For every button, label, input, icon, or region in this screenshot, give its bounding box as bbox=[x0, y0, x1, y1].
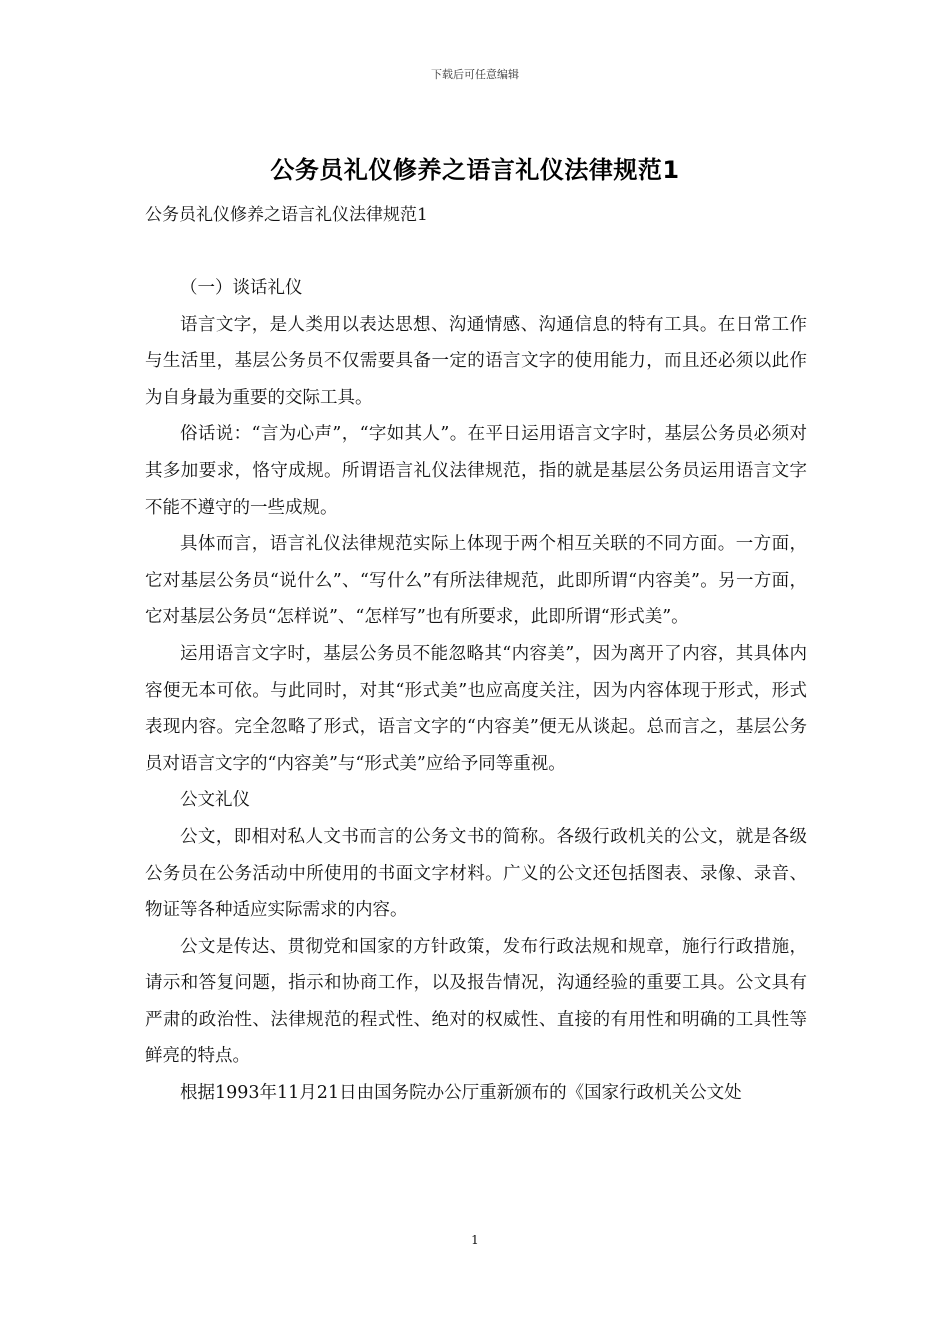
header-note: 下载后可任意编辑 bbox=[431, 68, 519, 81]
page-number: 1 bbox=[471, 1233, 479, 1247]
section-heading-document-etiquette: 公文礼仪 bbox=[180, 790, 250, 811]
paragraph: 公文，即相对私人文书而言的公务文书的简称。各级行政机关的公文，就是各级公务员在公务活动中所使用的书面文字材料。广义的公文还包括图表、录像、录音、物证等各种适应实际需求的内容。 bbox=[145, 826, 807, 921]
paragraph: 根据1993年11月21日由国务院办公厅重新颁布的《国家行政机关公文处 bbox=[180, 1083, 742, 1104]
document-subtitle: 公务员礼仪修养之语言礼仪法律规范1 bbox=[145, 205, 428, 225]
document-body bbox=[145, 270, 807, 1112]
paragraph: 具体而言，语言礼仪法律规范实际上体现于两个相互关联的不同方面。一方面，它对基层公务员“说什么”、“写什么”有所法律规范，此即所谓“内容美”。另一方面，它对基层公务员“怎样说”、“怎样写”也有所要求，此即所谓“形式美”。 bbox=[145, 534, 807, 628]
document-title: 公务员礼仪修养之语言礼仪法律规范1 bbox=[270, 156, 680, 184]
paragraph: 公文是传达、贯彻党和国家的方针政策，发布行政法规和规章，施行行政措施，请示和答复问题，指示和协商工作，以及报告情况，沟通经验的重要工具。公文具有严肃的政治性、法律规范的程式性、绝对的权威性、直接的有用性和明确的工具性等鲜亮的特点。 bbox=[145, 936, 807, 1067]
paragraph: 俗话说：“言为心声”，“字如其人”。在平日运用语言文字时，基层公务员必须对其多加要求，恪守成规。所谓语言礼仪法律规范，指的就是基层公务员运用语言文字不能不遵守的一些成规。 bbox=[145, 424, 807, 518]
section-heading-talk-etiquette: （一）谈话礼仪 bbox=[180, 278, 303, 298]
paragraph: 运用语言文字时，基层公务员不能忽略其“内容美”，因为离开了内容，其具体内容便无本可依。与此同时，对其“形式美”也应高度关注，因为内容体现于形式，形式表现内容。完全忽略了形式，语言文字的“内容美”便无从谈起。总而言之，基层公务员对语言文字的“内容美”与“形式美”应给予同等重视。 bbox=[145, 643, 807, 774]
paragraph: 语言文字，是人类用以表达思想、沟通情感、沟通信息的特有工具。在日常工作与生活里，基层公务员不仅需要具备一定的语言文字的使用能力，而且还必须以此作为自身最为重要的交际工具。 bbox=[145, 314, 807, 408]
